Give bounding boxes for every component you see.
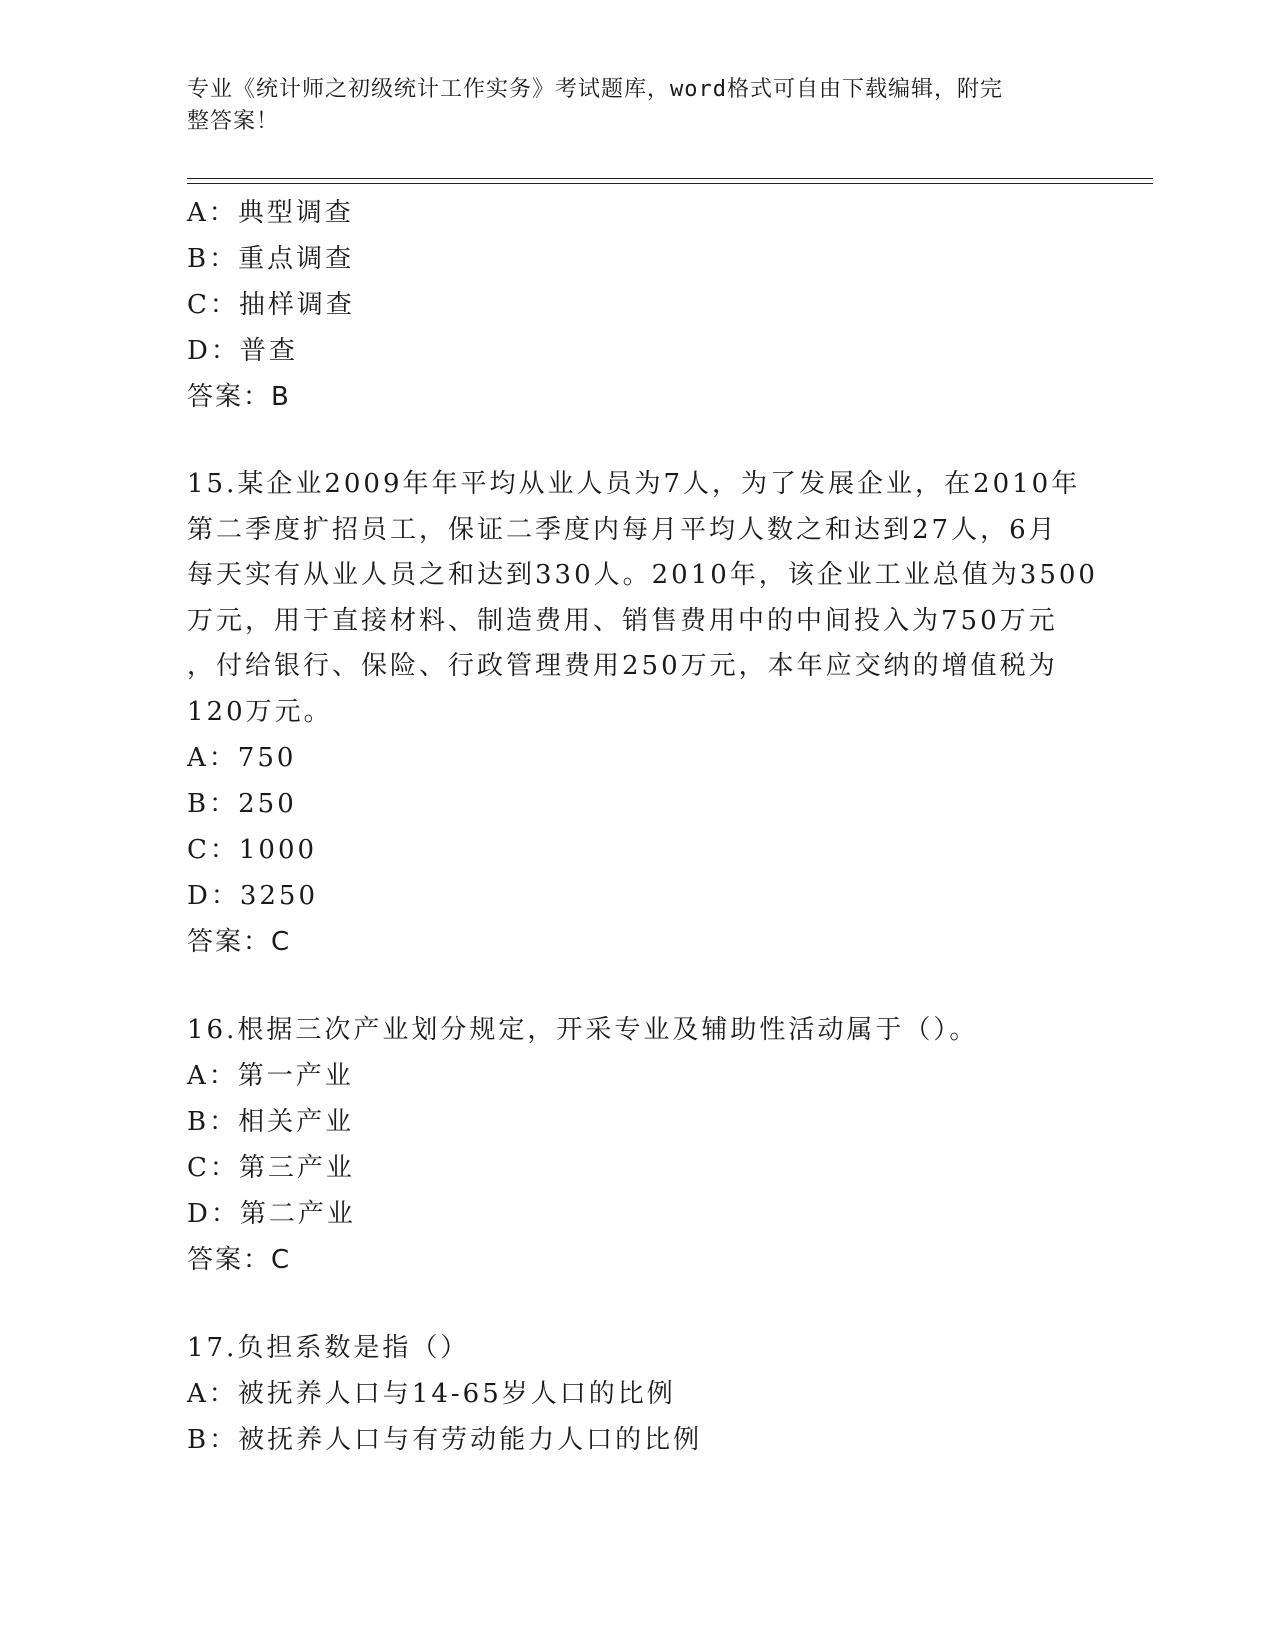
option-d: D：普查 [187, 336, 298, 366]
question-16-block [187, 1007, 1087, 1283]
option-b: B：250 [187, 789, 297, 819]
option-d: D：第二产业 [187, 1199, 356, 1229]
option-c: C：第三产业 [187, 1153, 355, 1183]
spacer [187, 1283, 1087, 1325]
answer-line: 答案：C [187, 927, 292, 957]
option-d: D：3250 [187, 881, 319, 911]
option-b: B：相关产业 [187, 1107, 355, 1137]
question-line: 15.某企业2009年年平均从业人员为7人，为了发展企业，在2010年 [187, 469, 1081, 499]
question-line: 第二季度扩招员工，保证二季度内每月平均人数之和达到27人，6月 [187, 514, 1058, 545]
option-a: A：第一产业 [187, 1061, 354, 1091]
question-15-block [187, 462, 1098, 965]
spacer [187, 420, 1087, 462]
question-line: 每天实有从业人员之和达到330人。2010年，该企业工业总值为3500 [187, 560, 1098, 590]
question-text: 17.负担系数是指（） [187, 1333, 470, 1363]
option-a: A：750 [187, 743, 297, 773]
question-14-block [187, 190, 1087, 420]
question-17-block [187, 1325, 1087, 1463]
question-line: 120万元。 [187, 696, 333, 727]
option-b: B：被抚养人口与有劳动能力人口的比例 [187, 1425, 703, 1455]
answer-line: 答案：C [187, 1245, 292, 1275]
option-a: A：典型调查 [187, 198, 354, 228]
header-line-2: 整答案！ [187, 109, 280, 134]
option-c: C：抽样调查 [187, 290, 355, 320]
answer-line: 答案：B [187, 382, 291, 412]
header-divider-bottom [187, 183, 1153, 184]
question-line: 万元，用于直接材料、制造费用、销售费用中的中间投入为750万元 [187, 605, 1058, 636]
question-text [187, 462, 1098, 735]
document-body [187, 190, 1098, 1463]
question-line: ，付给银行、保险、行政管理费用250万元，本年应交纳的增值税为 [187, 651, 1058, 681]
option-c: C：1000 [187, 835, 318, 865]
question-text: 16.根据三次产业划分规定，开采专业及辅助性活动属于（）。 [187, 1015, 979, 1045]
document-header [187, 74, 1067, 138]
spacer [187, 965, 1087, 1007]
option-b: B：重点调查 [187, 244, 355, 274]
option-a: A：被抚养人口与14-65岁人口的比例 [187, 1379, 676, 1409]
header-line-1: 专业《统计师之初级统计工作实务》考试题库，word格式可自由下载编辑，附完 [187, 77, 1003, 102]
header-divider-top [187, 178, 1153, 179]
